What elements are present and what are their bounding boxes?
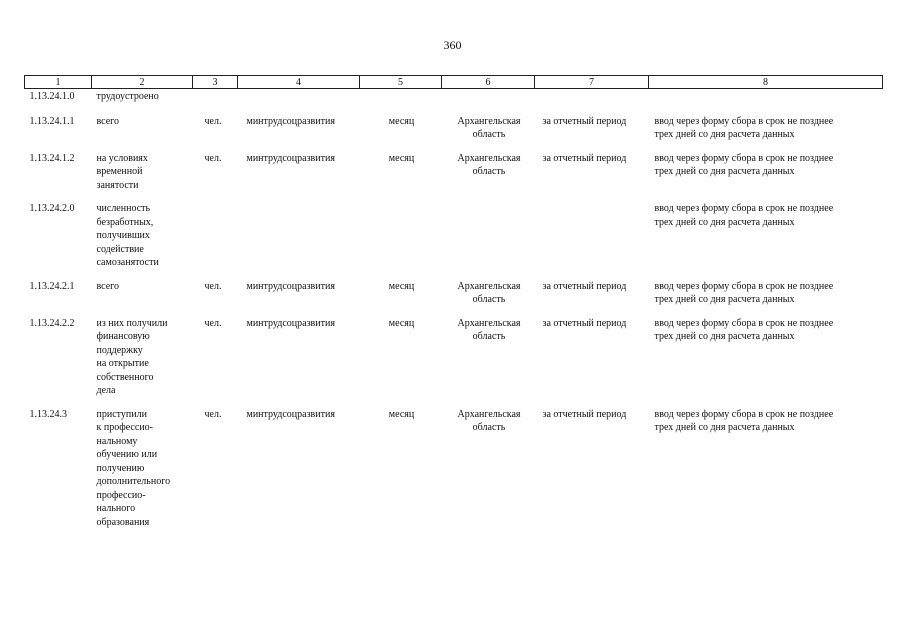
indicator-code: 1.13.24.1.2 <box>29 152 75 164</box>
table-row <box>25 115 883 152</box>
indicator-method <box>649 89 883 115</box>
indicator-territory: Архангельская область <box>457 317 521 342</box>
indicator-name: всего <box>96 280 120 292</box>
indicator-unit: чел. <box>204 115 222 127</box>
indicator-agency: минтрудсоцразвития <box>246 152 335 164</box>
indicator-method: ввод через форму сбора в срок не позднее трех дней со дня расчета данных <box>654 408 834 433</box>
indicator-period <box>360 202 442 280</box>
page-number: 360 <box>443 38 462 52</box>
header-col-7: 7 <box>535 76 649 89</box>
indicator-name: трудоустроено <box>96 91 159 102</box>
indicator-code: 1.13.24.2.0 <box>29 203 75 214</box>
indicator-agency: минтрудсоцразвития <box>246 408 335 420</box>
table-row <box>25 89 883 115</box>
indicator-unit: чел. <box>204 152 222 164</box>
column-numbers-header <box>25 76 883 89</box>
indicator-term: за отчетный период <box>542 408 627 420</box>
indicator-territory: Архангельская область <box>457 115 521 140</box>
table-row <box>25 317 883 408</box>
indicator-agency <box>238 89 360 115</box>
table-row <box>25 152 883 203</box>
indicator-term: за отчетный период <box>542 280 627 292</box>
table-row <box>25 408 883 540</box>
indicator-period: месяц <box>388 408 415 420</box>
indicator-agency: минтрудсоцразвития <box>246 280 335 292</box>
header-col-4: 4 <box>238 76 360 89</box>
indicator-code: 1.13.24.2.2 <box>29 317 75 329</box>
header-col-8: 8 <box>649 76 883 89</box>
indicator-term: за отчетный период <box>542 152 627 164</box>
indicators-table <box>24 75 883 539</box>
indicator-period: месяц <box>388 280 415 292</box>
indicator-period: месяц <box>388 115 415 127</box>
header-col-6: 6 <box>442 76 535 89</box>
indicator-code: 1.13.24.1.1 <box>29 115 75 127</box>
indicator-method: ввод через форму сбора в срок не позднее трех дней со дня расчета данных <box>654 152 834 177</box>
indicator-period: месяц <box>388 152 415 164</box>
indicator-territory: Архангельская область <box>457 408 521 433</box>
indicator-period: месяц <box>388 317 415 329</box>
indicator-unit <box>193 89 238 115</box>
indicator-agency <box>238 202 360 280</box>
indicator-code: 1.13.24.2.1 <box>29 280 75 292</box>
indicator-territory: Архангельская область <box>457 152 521 177</box>
indicator-agency: минтрудсоцразвития <box>246 115 335 127</box>
header-col-3: 3 <box>193 76 238 89</box>
header-col-1: 1 <box>25 76 92 89</box>
indicator-unit: чел. <box>204 280 222 292</box>
indicator-territory: Архангельская область <box>457 280 521 305</box>
header-col-2: 2 <box>92 76 193 89</box>
indicator-territory <box>442 89 535 115</box>
indicator-name: из них получили финансовую поддержку на открытие собственного дела <box>96 317 168 396</box>
indicator-method: ввод через форму сбора в срок не позднее трех дней со дня расчета данных <box>654 115 834 140</box>
indicator-method: ввод через форму сбора в срок не позднее трех дней со дня расчета данных <box>654 203 834 228</box>
indicator-method: ввод через форму сбора в срок не позднее трех дней со дня расчета данных <box>654 317 834 342</box>
indicator-term <box>535 202 649 280</box>
indicator-name: на условиях временной занятости <box>96 152 148 191</box>
indicator-period <box>360 89 442 115</box>
indicator-code: 1.13.24.3 <box>29 408 67 420</box>
indicator-method: ввод через форму сбора в срок не позднее трех дней со дня расчета данных <box>654 280 834 305</box>
indicator-territory <box>442 202 535 280</box>
indicator-term: за отчетный период <box>542 115 627 127</box>
indicator-code: 1.13.24.1.0 <box>29 91 75 102</box>
indicator-term <box>535 89 649 115</box>
table-row <box>25 280 883 317</box>
indicator-unit: чел. <box>204 317 222 329</box>
indicator-unit: чел. <box>204 408 222 420</box>
indicator-name: численность безработных, получивших содействие самозанятости <box>96 203 159 268</box>
indicator-term: за отчетный период <box>542 317 627 329</box>
table-row <box>25 202 883 280</box>
header-col-5: 5 <box>360 76 442 89</box>
indicator-unit <box>193 202 238 280</box>
indicator-name: приступили к профессио- нальному обучению или получению дополнительного профессио- нального образования <box>96 408 171 528</box>
indicator-agency: минтрудсоцразвития <box>246 317 335 329</box>
indicator-name: всего <box>96 115 120 127</box>
